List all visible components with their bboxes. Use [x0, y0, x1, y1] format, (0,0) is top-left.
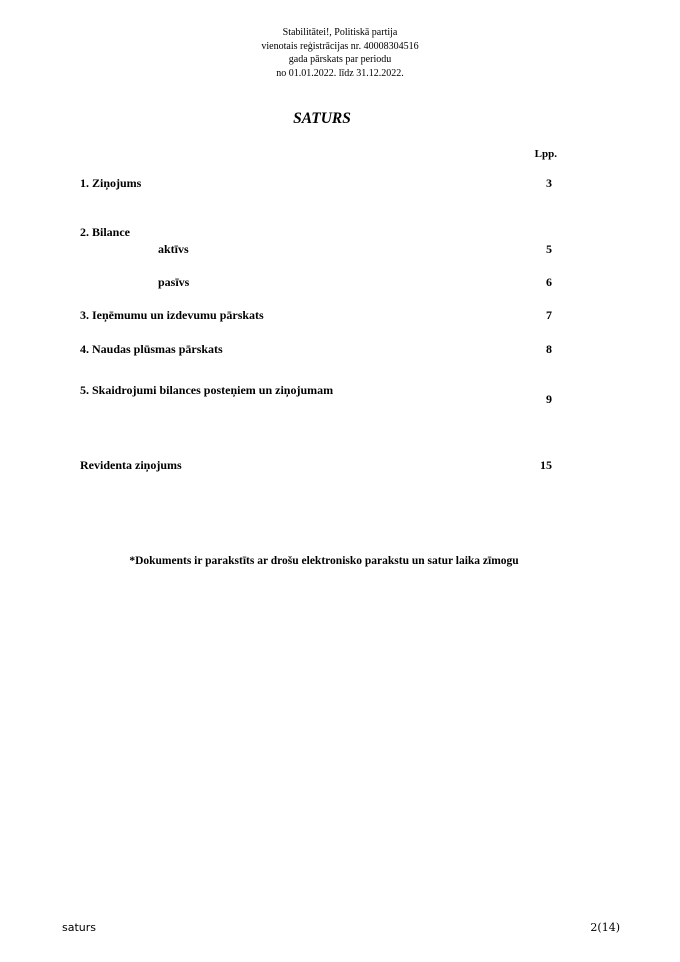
toc-item-bilance: 2. Bilance [80, 225, 130, 239]
page-title: SATURS [293, 110, 351, 127]
header-registration-number: vienotais reģistrācijas nr. 40008304516 [261, 40, 419, 52]
toc-item-zinojums: 1. Ziņojums [80, 176, 142, 190]
toc-item-naudas: 4. Naudas plūsmas pārskats [80, 342, 223, 356]
footer-page-number: 2(14) [590, 921, 620, 934]
toc-page-aktivs: 5 [546, 242, 552, 256]
signature-note: *Dokuments ir parakstīts ar drošu elektronisko parakstu un satur laika zīmogu [129, 555, 519, 567]
header-report-period: no 01.01.2022. līdz 31.12.2022. [276, 67, 404, 79]
toc-page-ienemumi: 7 [546, 308, 552, 322]
toc-item-pasivs: pasīvs [158, 275, 190, 289]
document-header [0, 26, 680, 80]
header-party-name: Stabilitātei!, Politiskā partija [282, 27, 398, 38]
page-column-label: Lpp. [534, 148, 557, 160]
header-report-type: gada pārskats par periodu [288, 54, 392, 65]
toc-page-naudas: 8 [546, 342, 552, 356]
toc-page-pasivs: 6 [546, 275, 552, 289]
toc-item-revidenta: Revidenta ziņojums [80, 458, 182, 472]
footer-section-name: saturs [62, 921, 97, 934]
toc-item-skaidrojumi: 5. Skaidrojumi bilances posteņiem un ziņojumam [80, 383, 334, 397]
toc-item-ienemumi: 3. Ieņēmumu un izdevumu pārskats [80, 308, 264, 322]
toc-item-aktivs: aktīvs [158, 242, 189, 256]
toc-page-revidenta: 15 [540, 458, 552, 472]
toc-page-skaidrojumi: 9 [546, 392, 552, 406]
toc-page-zinojums: 3 [546, 176, 552, 190]
